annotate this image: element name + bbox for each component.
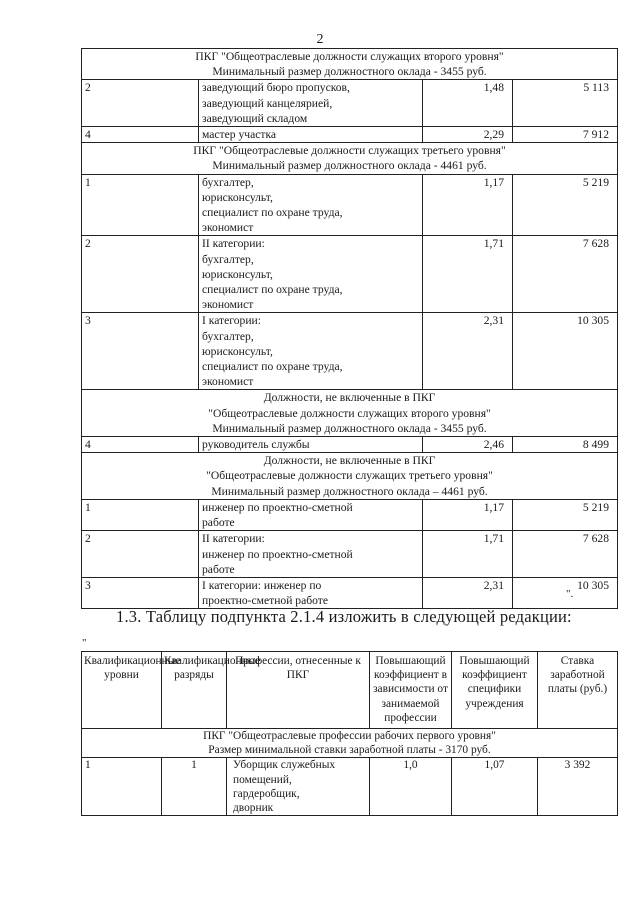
group-header-cell	[82, 143, 618, 174]
qualification-level-cell: 1	[82, 499, 199, 530]
group-header-cell	[82, 453, 618, 500]
wage-rate-table-workers	[81, 651, 618, 816]
salary-cell: 8 499	[513, 437, 618, 453]
group-header-line: Минимальный размер должностного оклада - 4461 руб.	[212, 159, 487, 173]
coefficient-cell: 2,31	[423, 577, 513, 608]
position-line: заведующий складом	[202, 111, 308, 125]
column-header-profession-coefficient: Повышающий коэффициент в зависимости от занимаемой профессии	[370, 652, 452, 729]
position-line: бухгалтер,	[202, 329, 254, 343]
column-header-professions: Профессии, отнесенные к ПКГ	[227, 652, 370, 729]
positions-cell	[199, 127, 423, 143]
institution-coefficient-cell: 1,07	[452, 758, 538, 816]
coefficient-cell: 1,71	[423, 236, 513, 313]
table-row	[82, 499, 618, 530]
column-header-institution-coefficient: Повышающий коэффициент специфики учреждения	[452, 652, 538, 729]
group-header-cell	[82, 390, 618, 437]
profession-line: дворник	[233, 802, 274, 815]
position-line: специалист по охране труда,	[202, 283, 343, 297]
position-line: проектно-сметной работе	[202, 594, 328, 608]
salary-cell: 5 219	[513, 174, 618, 236]
qualification-grade-cell: 1	[162, 758, 227, 816]
positions-cell	[199, 577, 423, 608]
positions-cell	[199, 499, 423, 530]
position-line: бухгалтер,	[202, 175, 254, 189]
positions-cell	[199, 174, 423, 236]
position-line: мастер участка	[202, 128, 277, 142]
positions-cell	[199, 437, 423, 453]
group-header-line: "Общеотраслевые должности служащих второго уровня"	[208, 406, 491, 420]
salary-cell: 7 628	[513, 531, 618, 578]
group-header-row	[82, 729, 618, 758]
group-header-row	[82, 49, 618, 80]
group-header-line: Минимальный размер должностного оклада - 3455 руб.	[212, 421, 487, 435]
coefficient-cell: 2,29	[423, 127, 513, 143]
positions-cell	[199, 80, 423, 127]
column-header-qualification-grades: Квалификационные разряды	[162, 652, 227, 729]
profession-coefficient-cell: 1,0	[370, 758, 452, 816]
coefficient-cell: 1,71	[423, 531, 513, 578]
section-heading: 1.3. Таблицу подпункта 2.1.4 изложить в следующей редакции:	[116, 607, 572, 626]
coefficient-cell: 1,48	[423, 80, 513, 127]
salary-table-employees-body	[82, 49, 618, 609]
coefficient-cell: 2,46	[423, 437, 513, 453]
opening-quote: "	[82, 637, 87, 649]
position-line: руководитель службы	[202, 438, 310, 452]
group-header-cell	[82, 729, 618, 758]
column-header-wage-rate: Ставка заработной платы (руб.)	[538, 652, 618, 729]
position-line: юрисконсульт,	[202, 267, 273, 281]
position-line: инженер по проектно-сметной	[202, 500, 353, 514]
table-row	[82, 531, 618, 578]
group-header-row	[82, 143, 618, 174]
group-header-cell	[82, 49, 618, 80]
salary-cell: 10 305	[513, 313, 618, 390]
qualification-level-cell: 2	[82, 236, 199, 313]
positions-cell	[199, 531, 423, 578]
position-line: бухгалтер,	[202, 252, 254, 266]
position-line: II категории:	[202, 532, 265, 546]
position-line: экономист	[202, 298, 254, 312]
position-line: работе	[202, 562, 235, 576]
wage-rate-cell: 3 392	[538, 758, 618, 816]
position-line: II категории:	[202, 237, 265, 251]
group-header-line: Минимальный размер должностного оклада - 3455 руб.	[212, 65, 487, 79]
qualification-level-cell: 2	[82, 80, 199, 127]
group-header-line: Должности, не включенные в ПКГ	[263, 391, 436, 405]
positions-cell	[199, 313, 423, 390]
qualification-level-cell: 2	[82, 531, 199, 578]
group-header-line: "Общеотраслевые должности служащих третьего уровня"	[206, 469, 493, 483]
table-row	[82, 758, 618, 816]
position-line: I категории: инженер по	[202, 578, 322, 592]
qualification-level-cell: 4	[82, 437, 199, 453]
table-row	[82, 437, 618, 453]
table-row	[82, 174, 618, 236]
salary-cell: 5 113	[513, 80, 618, 127]
wage-rate-table-workers-body	[82, 729, 618, 816]
table-row	[82, 127, 618, 143]
group-header-line: Минимальный размер должностного оклада – 4461 руб.	[211, 484, 488, 498]
coefficient-cell: 1,17	[423, 499, 513, 530]
position-line: работе	[202, 516, 235, 530]
table-row	[82, 577, 618, 608]
qualification-level-cell: 4	[82, 127, 199, 143]
position-line: специалист по охране труда,	[202, 206, 343, 220]
salary-table-employees	[81, 48, 618, 609]
table-row	[82, 80, 618, 127]
table-header-row	[82, 652, 618, 729]
position-line: экономист	[202, 221, 254, 235]
group-header-line: ПКГ "Общеотраслевые профессии рабочих первого уровня"	[203, 730, 496, 743]
group-header-row	[82, 390, 618, 437]
position-line: I категории:	[202, 314, 261, 328]
group-header-line: ПКГ "Общеотраслевые должности служащих третьего уровня"	[193, 144, 506, 158]
position-line: заведующий бюро пропусков,	[202, 81, 350, 95]
salary-cell: 5 219	[513, 499, 618, 530]
qualification-level-cell: 1	[82, 174, 199, 236]
coefficient-cell: 1,17	[423, 174, 513, 236]
salary-cell: 7 912	[513, 127, 618, 143]
position-line: инженер по проектно-сметной	[202, 547, 353, 561]
profession-line: помещений,	[233, 773, 292, 786]
group-header-row	[82, 453, 618, 500]
qualification-level-cell: 3	[82, 577, 199, 608]
group-header-line: ПКГ "Общеотраслевые должности служащих второго уровня"	[195, 50, 504, 63]
salary-cell: 7 628	[513, 236, 618, 313]
group-header-line: Должности, не включенные в ПКГ	[263, 454, 436, 468]
positions-cell	[199, 236, 423, 313]
group-header-line: Размер минимальной ставки заработной платы - 3170 руб.	[208, 744, 491, 757]
column-header-qualification-levels: Квалификационные уровни	[82, 652, 162, 729]
position-line: экономист	[202, 375, 254, 389]
page-number: 2	[316, 32, 324, 47]
qualification-level-cell: 1	[82, 758, 162, 816]
position-line: специалист по охране труда,	[202, 360, 343, 374]
professions-cell	[227, 758, 370, 816]
position-line: заведующий канцелярией,	[202, 96, 333, 110]
coefficient-cell: 2,31	[423, 313, 513, 390]
position-line: юрисконсульт,	[202, 190, 273, 204]
table-row	[82, 313, 618, 390]
qualification-level-cell: 3	[82, 313, 199, 390]
profession-line: гардеробщик,	[233, 787, 300, 800]
table-row	[82, 236, 618, 313]
profession-line: Уборщик служебных	[233, 759, 336, 772]
closing-quote: ".	[566, 588, 574, 600]
salary-cell: 10 305	[513, 577, 618, 608]
position-line: юрисконсульт,	[202, 344, 273, 358]
